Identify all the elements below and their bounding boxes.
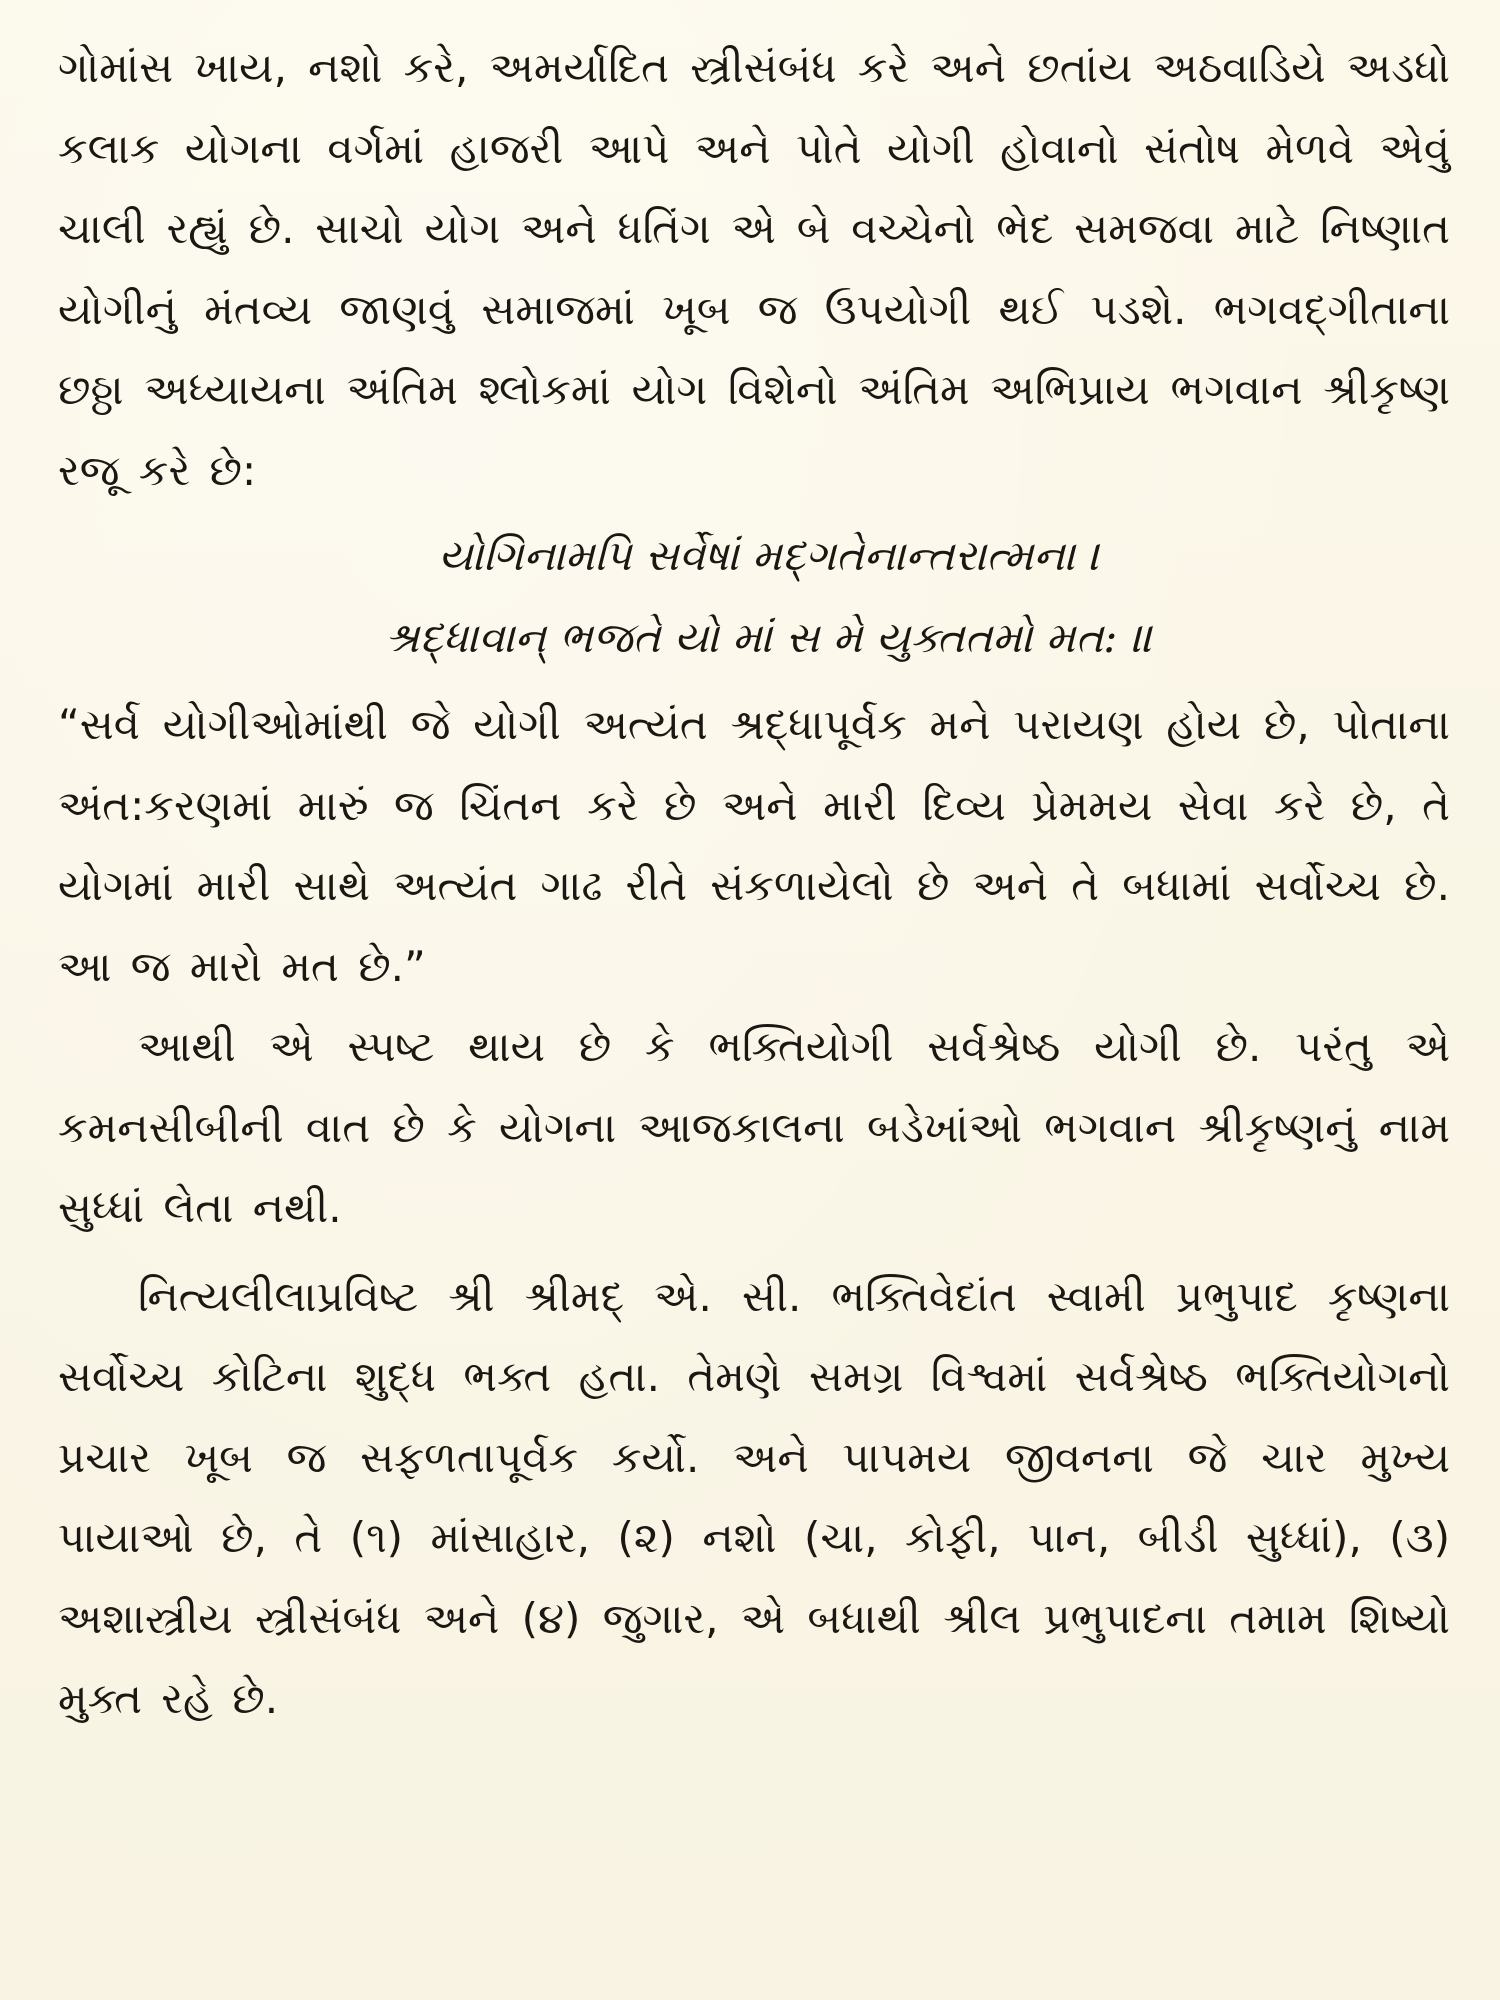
- paragraph-prabhupada: નિત્યલીલાપ્રવિષ્ટ શ્રી શ્રીમદ્ એ. સી. ભક્તિવેદાંત સ્વામી પ્રભુપાદ કૃષ્ણના સર્વોચ્ચ કોટિના શુદ્ધ ભક્ત હતા. તેમણે સમગ્ર વિશ્વમાં સર્વશ્રેષ્ઠ ભક્તિયોગનો પ્રચાર ખૂબ જ સફળતાપૂર્વક કર્યો. અને પાપમય જીવનના જે ચાર મુખ્ય પાયાઓ છે, તે (૧) માંસાહાર, (૨) નશો (ચા, કોફી, પાન, બીડી સુધ્ધાં), (૩) અશાસ્ત્રીય સ્ત્રીસંબંધ અને (૪) જુગાર, એ બધાથી શ્રીલ પ્રભુપાદના તમામ શિષ્યો મુક્ત રહે છે.: [58, 1271, 1450, 1723]
- verse-line-2: શ્રદ્ધાવાન્ ભજતે યો માં સ મે યુક્તતમો મત: ॥: [385, 613, 1153, 662]
- paragraph-bhaktiyogi: આથી એ સ્પષ્ટ થાય છે કે ભક્તિયોગી સર્વશ્રેષ્ઠ યોગી છે. પરંતુ એ કમનસીબીની વાત છે કે યોગના આજકાલના બડેખાંઓ ભગવાન શ્રીકૃષ્ણનું નામ સુધ્ધાં લેતા નથી.: [58, 1022, 1450, 1232]
- paragraph-translation: “સર્વ યોગીઓમાંથી જે યોગી અત્યંત શ્રદ્ધાપૂર્વક મને પરાયણ હોય છે, પોતાના અંત:કરણમાં મારું જ ચિંતન કરે છે અને મારી દિવ્ય પ્રેમમય સેવા કરે છે, તે યોગમાં મારી સાથે અત્યંત ગાઢ રીતે સંકળાયેલો છે અને તે બધામાં સર્વોચ્ચ છે. આ જ મારો મત છે.”: [58, 700, 1450, 991]
- verse-line-1: યોગિનામપિ સર્વેષાં મદ્ગતેનાન્તરાત્મના ।: [438, 531, 1100, 580]
- verse-block: [58, 515, 1450, 679]
- paragraph-gap: [58, 1249, 1450, 1257]
- paragraph-intro: ગોમાંસ ખાય, નશો કરે, અમર્યાદિત સ્ત્રીસંબંધ કરે અને છતાંય અઠવાડિયે અડધો કલાક યોગના વર્ગમાં હાજરી આપે અને પોતે યોગી હોવાનો સંતોષ મેળવે એવું ચાલી રહ્યું છે. સાચો યોગ અને ધતિંગ એ બે વચ્ચેનો ભેદ સમજવા માટે નિષ્ણાત યોગીનું મંતવ્ય જાણવું સમાજમાં ખૂબ જ ઉપયોગી થઈ પડશે. ભગવદ્ગીતાના છઠ્ઠા અધ્યાયના અંતિમ શ્લોકમાં યોગ વિશેનો અંતિમ અભિપ્રાય ભગવાન શ્રીકૃષ્ણ રજૂ કરે છે:: [58, 43, 1450, 495]
